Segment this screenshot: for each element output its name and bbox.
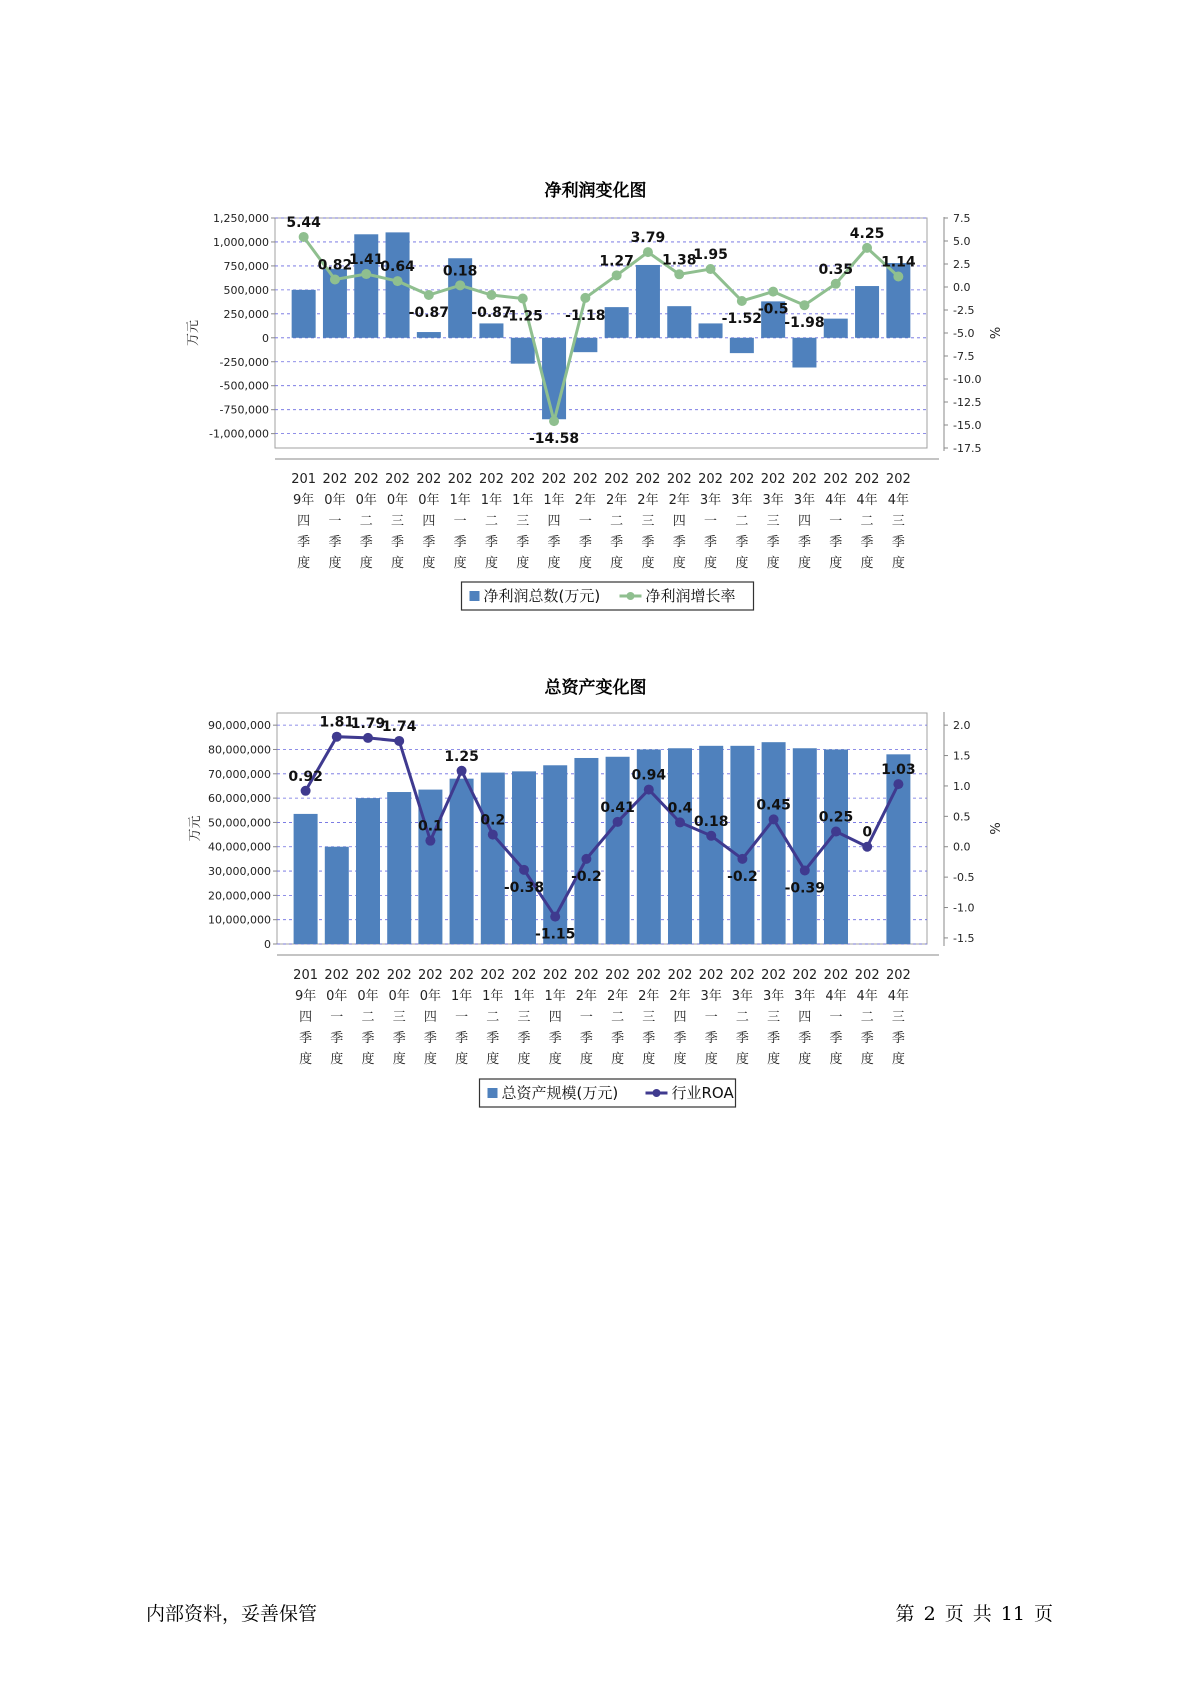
bar (294, 814, 318, 944)
y-tick-label: 70,000,000 (208, 767, 271, 781)
y-tick-label: 30,000,000 (208, 865, 271, 879)
series-point (862, 243, 872, 253)
series-point (831, 827, 841, 837)
bar (730, 746, 754, 944)
data-label: 4.25 (849, 225, 885, 242)
data-label: -0.87 (408, 305, 450, 322)
x-tick-label: 202 1年二季度 (479, 472, 504, 571)
data-label: 0.35 (818, 261, 854, 278)
data-label: 1.81 (319, 714, 355, 731)
data-label: 1.74 (381, 718, 417, 735)
series-point (488, 830, 498, 840)
x-tick-label: 202 0年二季度 (355, 968, 381, 1067)
series-point (643, 247, 653, 257)
x-tick-label: 202 4年一季度 (823, 472, 849, 571)
y-right-tick-label: 2.5 (953, 258, 971, 271)
x-tick-label: 202 2年二季度 (604, 472, 630, 571)
x-tick-label: 202 2年四季度 (667, 968, 693, 1067)
data-label: -0.5 (757, 301, 789, 318)
x-tick-label: 202 4年二季度 (854, 968, 880, 1067)
y-right-axis-title: % (989, 326, 1004, 340)
series-point (549, 416, 559, 426)
series-point (363, 733, 373, 743)
x-tick-label: 202 3年二季度 (729, 968, 755, 1067)
bar (855, 286, 879, 338)
legend-line-label: 行业ROA (671, 1084, 734, 1102)
data-label: 0.4 (667, 800, 693, 817)
data-label: 0.18 (693, 813, 729, 830)
bar (356, 798, 380, 944)
y-right-tick-label: 0.0 (953, 840, 971, 854)
data-label: 1.25 (444, 748, 479, 765)
data-label: 0.25 (818, 809, 854, 826)
net-profit-chart (0, 205, 1191, 625)
x-tick-label: 202 1年四季度 (542, 968, 568, 1067)
bar (792, 338, 816, 368)
x-tick-label: 202 3年一季度 (698, 968, 724, 1067)
x-tick-label: 202 1年四季度 (541, 472, 567, 571)
data-label: -0.87 (471, 305, 512, 322)
data-label: 0.18 (442, 263, 478, 280)
x-tick-label: 202 3年二季度 (729, 472, 755, 571)
series-point (737, 296, 747, 306)
series-point (457, 766, 467, 776)
y-tick-label: -750,000 (219, 403, 269, 417)
y-right-tick-label: 0.5 (953, 810, 971, 824)
x-tick-label: 202 4年一季度 (823, 968, 849, 1067)
y-tick-label: 10,000,000 (208, 913, 271, 927)
y-tick-label: 250,000 (223, 307, 269, 321)
bar (479, 323, 503, 337)
y-tick-label: 1,250,000 (213, 212, 269, 225)
y-right-tick-label: -5.0 (953, 327, 975, 340)
bar (636, 265, 660, 338)
bar (417, 332, 441, 338)
series-point (768, 287, 778, 297)
series-point (737, 854, 747, 864)
bar (699, 323, 723, 337)
x-tick-label: 202 3年四季度 (792, 472, 817, 571)
data-label: 5.44 (286, 214, 321, 231)
series-point (706, 264, 716, 274)
y-right-tick-label: -17.5 (953, 442, 982, 455)
series-point (519, 865, 529, 875)
y-tick-label: 40,000,000 (208, 840, 271, 854)
series-point (644, 785, 654, 795)
y-tick-label: 20,000,000 (208, 889, 271, 903)
y-right-tick-label: 1.0 (953, 779, 971, 793)
series-point (831, 279, 841, 289)
legend-bar-swatch (488, 1088, 498, 1098)
data-label: 1.79 (350, 715, 386, 732)
series-point (580, 293, 590, 303)
series-point (393, 276, 403, 286)
series-point (769, 814, 779, 824)
series-point (613, 817, 623, 827)
y-tick-label: 80,000,000 (208, 743, 271, 757)
footer-confidential-note: 内部资料，妥善保管 (146, 1603, 318, 1625)
y-right-tick-label: -1.5 (953, 931, 975, 945)
y-tick-label: 0 (262, 331, 269, 345)
x-tick-label: 202 0年四季度 (416, 472, 442, 571)
y-right-tick-label: 7.5 (953, 212, 971, 225)
x-tick-label: 202 4年三季度 (885, 472, 911, 571)
data-label: 0.92 (288, 768, 323, 785)
data-label: 0.1 (417, 818, 443, 835)
data-label: 1.14 (881, 254, 916, 271)
bar (511, 338, 535, 364)
y-right-axis-title: % (989, 822, 1004, 835)
data-label: 0 (862, 824, 873, 841)
y-right-tick-label: 2.0 (953, 719, 971, 733)
bar (450, 779, 474, 944)
series-point (862, 842, 872, 852)
data-label: 0.41 (600, 799, 635, 816)
chart1-title: 净利润变化图 (544, 181, 647, 201)
legend-line-marker (627, 592, 635, 600)
x-tick-label: 202 1年一季度 (447, 472, 473, 571)
data-label: 1.41 (348, 252, 384, 269)
y-tick-label: -500,000 (219, 379, 269, 393)
bar (730, 338, 754, 353)
data-label: -0.38 (503, 879, 545, 896)
y-right-tick-label: -0.5 (953, 871, 975, 885)
y-tick-label: 0 (264, 938, 271, 951)
bar (762, 742, 786, 944)
y-right-tick-label: -15.0 (953, 419, 982, 432)
data-label: 0.94 (631, 767, 667, 784)
series-point (550, 912, 560, 922)
series-point (299, 232, 309, 242)
bar (824, 319, 848, 338)
y-tick-label: 50,000,000 (208, 816, 271, 830)
x-tick-label: 202 1年一季度 (449, 968, 475, 1067)
x-tick-label: 202 2年一季度 (573, 968, 599, 1067)
footer-page-number: 第 2 页 共 11 页 (895, 1603, 1053, 1625)
bar (824, 749, 848, 944)
data-label: -1.18 (565, 307, 606, 324)
series-point (893, 272, 903, 282)
legend-bar-label: 总资产规模(万元) (501, 1084, 619, 1102)
y-axis-title: 万元 (186, 319, 201, 347)
x-tick-label: 201 9年四季度 (291, 472, 317, 571)
y-axis-title: 万元 (188, 815, 203, 842)
x-tick-label: 202 2年三季度 (635, 472, 661, 571)
series-point (581, 854, 591, 864)
x-tick-label: 202 4年三季度 (885, 968, 911, 1067)
series-point (394, 736, 404, 746)
x-tick-label: 202 3年一季度 (698, 472, 723, 571)
bar (667, 306, 691, 338)
bar (481, 773, 505, 944)
y-right-tick-label: 1.5 (953, 749, 971, 763)
data-label: 3.79 (630, 230, 666, 247)
x-tick-label: 202 2年三季度 (636, 968, 662, 1067)
data-label: -0.2 (727, 868, 758, 885)
series-point (425, 836, 435, 846)
data-label: 0.2 (480, 812, 506, 829)
series-point (675, 817, 685, 827)
x-tick-label: 202 1年三季度 (511, 968, 537, 1067)
y-right-tick-label: 5.0 (953, 235, 971, 248)
x-tick-label: 202 2年四季度 (666, 472, 692, 571)
y-tick-label: -1,000,000 (209, 427, 269, 441)
chart2-title: 总资产变化图 (544, 678, 647, 698)
x-tick-label: 202 1年三季度 (510, 472, 536, 571)
data-label: 0.45 (756, 797, 791, 814)
bar (606, 757, 630, 944)
y-tick-label: 500,000 (223, 283, 269, 297)
x-tick-label: 202 0年一季度 (322, 472, 348, 571)
data-label: -0.2 (571, 868, 602, 885)
series-point (424, 290, 434, 300)
y-right-tick-label: 0.0 (953, 281, 971, 294)
legend-line-marker (653, 1089, 661, 1097)
series-point (455, 280, 465, 290)
y-tick-label: 90,000,000 (208, 719, 271, 733)
x-tick-label: 202 0年二季度 (353, 472, 379, 571)
x-tick-label: 202 0年四季度 (417, 968, 443, 1067)
series-point (361, 269, 371, 279)
x-tick-label: 202 1年二季度 (480, 968, 506, 1067)
legend-line-label: 净利润增长率 (645, 587, 736, 605)
bar (354, 234, 378, 338)
data-label: 1.38 (661, 252, 697, 269)
bar (542, 338, 566, 419)
x-tick-label: 201 9年四季度 (293, 968, 319, 1067)
series-point (486, 290, 496, 300)
bar (573, 338, 597, 352)
y-tick-label: 1,000,000 (213, 235, 269, 249)
data-label: 1.27 (599, 253, 634, 270)
x-tick-label: 202 4年二季度 (854, 472, 880, 571)
bar (668, 748, 692, 944)
y-right-tick-label: -7.5 (953, 350, 975, 363)
data-label: 0.64 (380, 259, 415, 276)
y-right-tick-label: -10.0 (953, 373, 982, 386)
data-label: -1.98 (784, 315, 825, 332)
series-point (518, 294, 528, 304)
x-tick-label: 202 0年三季度 (385, 472, 410, 571)
bar (512, 771, 536, 944)
total-assets-chart (0, 702, 1191, 1122)
series-point (330, 274, 340, 284)
data-label: -0.39 (784, 880, 825, 897)
data-label: 1.03 (881, 762, 916, 779)
data-label: -14.58 (529, 431, 580, 448)
bar (325, 847, 349, 944)
series-point (706, 831, 716, 841)
series-point (800, 865, 810, 875)
data-label: -1.52 (721, 310, 763, 327)
bar (605, 307, 629, 338)
x-tick-label: 202 0年三季度 (386, 968, 412, 1067)
x-tick-label: 202 3年四季度 (792, 968, 818, 1067)
legend-bar-label: 净利润总数(万元) (483, 587, 601, 605)
x-tick-label: 202 0年一季度 (324, 968, 350, 1067)
data-label: -1.15 (535, 926, 576, 943)
series-point (674, 269, 684, 279)
legend-bar-swatch (470, 591, 480, 601)
y-tick-label: 750,000 (223, 259, 269, 273)
series-point (301, 786, 311, 796)
series-point (799, 300, 809, 310)
bar (793, 748, 817, 944)
series-point (612, 270, 622, 280)
x-tick-label: 202 3年三季度 (761, 968, 787, 1067)
x-tick-label: 202 2年二季度 (605, 968, 631, 1067)
series-point (332, 732, 342, 742)
y-tick-label: 60,000,000 (208, 792, 271, 806)
data-label: 0.82 (317, 257, 353, 274)
y-tick-label: -250,000 (219, 355, 269, 369)
y-right-tick-label: -1.0 (953, 901, 975, 915)
bar (292, 290, 316, 338)
x-tick-label: 202 2年一季度 (572, 472, 598, 571)
data-label: 1.95 (693, 247, 728, 264)
x-tick-label: 202 3年三季度 (760, 472, 786, 571)
data-label: -1.25 (502, 308, 543, 325)
bar (699, 746, 723, 944)
y-right-tick-label: -12.5 (953, 396, 982, 409)
y-right-tick-label: -2.5 (953, 304, 975, 317)
bar (387, 792, 411, 944)
series-point (893, 779, 903, 789)
